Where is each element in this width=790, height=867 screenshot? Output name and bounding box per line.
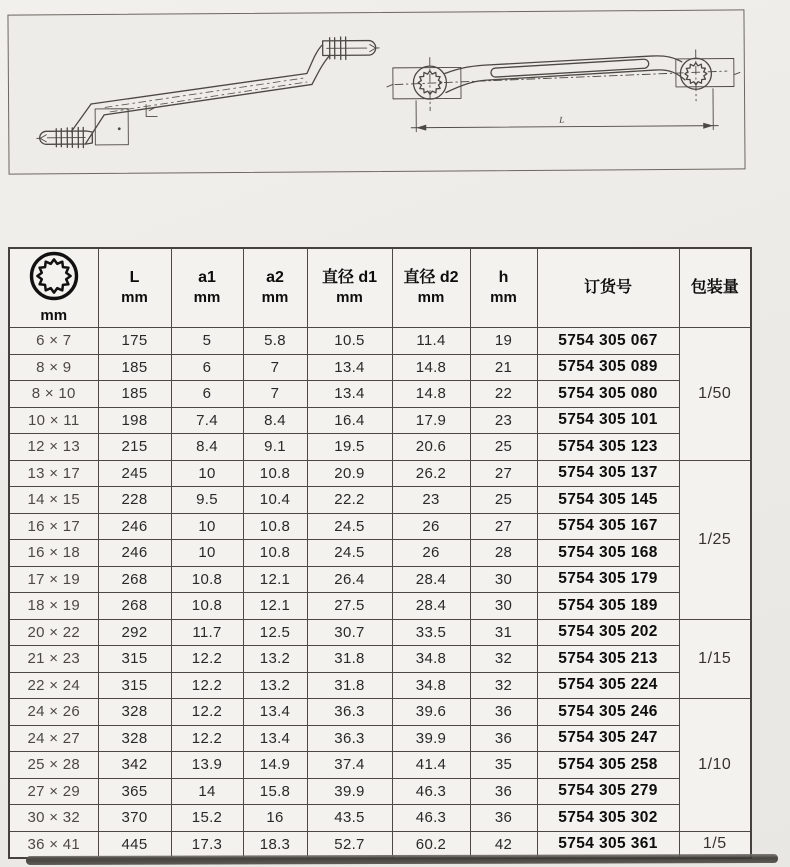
order-number-cell: 5754 305 224 [537, 672, 679, 699]
d2-cell: 26 [392, 540, 470, 567]
size-cell: 12 × 13 [9, 434, 98, 461]
size-cell: 22 × 24 [9, 672, 98, 699]
h-cell: 36 [470, 805, 537, 832]
a1-cell: 12.2 [171, 672, 243, 699]
d2-cell: 28.4 [392, 566, 470, 593]
a2-cell: 10.8 [243, 540, 307, 567]
a1-cell: 13.9 [171, 752, 243, 779]
length-cell: 215 [98, 434, 171, 461]
length-cell: 185 [98, 381, 171, 408]
d1-cell: 36.3 [307, 699, 392, 726]
size-cell: 6 × 7 [9, 328, 98, 355]
d1-cell: 30.7 [307, 619, 392, 646]
d2-cell: 46.3 [392, 778, 470, 805]
h-cell: 42 [470, 831, 537, 858]
col-header-pack-qty: 包装量 [679, 248, 751, 328]
length-cell: 246 [98, 540, 171, 567]
h-cell: 25 [470, 434, 537, 461]
length-cell: 198 [98, 407, 171, 434]
length-cell: 370 [98, 805, 171, 832]
a2-cell: 7 [243, 354, 307, 381]
h-cell: 36 [470, 778, 537, 805]
d1-cell: 39.9 [307, 778, 392, 805]
order-number-cell: 5754 305 123 [537, 434, 679, 461]
table-row [9, 381, 751, 408]
d1-cell: 19.5 [307, 434, 392, 461]
order-number-cell: 5754 305 137 [537, 460, 679, 487]
d2-cell: 17.9 [392, 407, 470, 434]
size-cell: 17 × 19 [9, 566, 98, 593]
a2-cell: 13.2 [243, 646, 307, 673]
table-row [9, 646, 751, 673]
d2-cell: 34.8 [392, 672, 470, 699]
size-cell: 27 × 29 [9, 778, 98, 805]
wrench-technical-drawing [8, 10, 744, 173]
length-cell: 292 [98, 619, 171, 646]
length-cell: 328 [98, 725, 171, 752]
order-number-cell: 5754 305 080 [537, 381, 679, 408]
a2-cell: 10.8 [243, 513, 307, 540]
length-cell: 175 [98, 328, 171, 355]
a2-cell: 9.1 [243, 434, 307, 461]
h-cell: 30 [470, 593, 537, 620]
d2-cell: 34.8 [392, 646, 470, 673]
table-row [9, 407, 751, 434]
a2-cell: 13.4 [243, 725, 307, 752]
table-row [9, 460, 751, 487]
d1-cell: 26.4 [307, 566, 392, 593]
length-cell: 342 [98, 752, 171, 779]
size-cell: 21 × 23 [9, 646, 98, 673]
ring-profile-icon [27, 250, 81, 304]
col-header-L: L mm [98, 248, 171, 328]
length-cell: 268 [98, 593, 171, 620]
order-number-cell: 5754 305 247 [537, 725, 679, 752]
order-number-cell: 5754 305 189 [537, 593, 679, 620]
pack-quantity-cell: 1/50 [679, 328, 751, 461]
d2-cell: 14.8 [392, 354, 470, 381]
size-cell: 18 × 19 [9, 593, 98, 620]
a2-cell: 5.8 [243, 328, 307, 355]
d2-cell: 33.5 [392, 619, 470, 646]
size-cell: 16 × 17 [9, 513, 98, 540]
length-cell: 246 [98, 513, 171, 540]
h-cell: 30 [470, 566, 537, 593]
offset-wrench-side-view [36, 37, 380, 148]
size-unit-label: mm [40, 307, 68, 325]
a1-cell: 12.2 [171, 725, 243, 752]
technical-drawing-panel [7, 9, 745, 174]
d1-cell: 24.5 [307, 540, 392, 567]
order-number-cell: 5754 305 246 [537, 699, 679, 726]
h-cell: 27 [470, 513, 537, 540]
d2-cell: 23 [392, 487, 470, 514]
table-row [9, 752, 751, 779]
size-cell: 25 × 28 [9, 752, 98, 779]
a2-cell: 7 [243, 381, 307, 408]
order-number-cell: 5754 305 302 [537, 805, 679, 832]
order-number-cell: 5754 305 279 [537, 778, 679, 805]
ring-wrench-top-view [387, 49, 741, 131]
a1-cell: 10 [171, 513, 243, 540]
size-cell: 24 × 26 [9, 699, 98, 726]
d1-cell: 31.8 [307, 646, 392, 673]
h-cell: 32 [470, 646, 537, 673]
a1-cell: 10.8 [171, 566, 243, 593]
h-cell: 22 [470, 381, 537, 408]
d2-cell: 28.4 [392, 593, 470, 620]
d1-cell: 13.4 [307, 354, 392, 381]
h-cell: 27 [470, 460, 537, 487]
a1-cell: 12.2 [171, 646, 243, 673]
length-cell: 328 [98, 699, 171, 726]
d2-cell: 39.6 [392, 699, 470, 726]
h-cell: 36 [470, 725, 537, 752]
length-cell: 365 [98, 778, 171, 805]
order-number-cell: 5754 305 067 [537, 328, 679, 355]
order-number-cell: 5754 305 145 [537, 487, 679, 514]
a2-cell: 16 [243, 805, 307, 832]
table-row [9, 699, 751, 726]
d1-cell: 36.3 [307, 725, 392, 752]
h-cell: 28 [470, 540, 537, 567]
col-header-d2: 直径 d2 mm [392, 248, 470, 328]
pack-quantity-cell: 1/15 [679, 619, 751, 699]
pack-quantity-cell: 1/5 [679, 831, 751, 858]
a2-cell: 10.8 [243, 460, 307, 487]
order-number-cell: 5754 305 258 [537, 752, 679, 779]
order-number-cell: 5754 305 089 [537, 354, 679, 381]
a2-cell: 12.5 [243, 619, 307, 646]
h-cell: 23 [470, 407, 537, 434]
a1-cell: 9.5 [171, 487, 243, 514]
col-header-a1: a1 mm [171, 248, 243, 328]
d1-cell: 10.5 [307, 328, 392, 355]
a1-cell: 14 [171, 778, 243, 805]
spec-table-body [9, 328, 751, 859]
size-cell: 20 × 22 [9, 619, 98, 646]
length-cell: 445 [98, 831, 171, 858]
spec-table-wrap [8, 247, 750, 859]
size-cell: 30 × 32 [9, 805, 98, 832]
table-row [9, 566, 751, 593]
a2-cell: 12.1 [243, 566, 307, 593]
d1-cell: 52.7 [307, 831, 392, 858]
size-cell: 13 × 17 [9, 460, 98, 487]
h-cell: 21 [470, 354, 537, 381]
table-row [9, 540, 751, 567]
table-row [9, 725, 751, 752]
size-cell: 16 × 18 [9, 540, 98, 567]
table-row [9, 487, 751, 514]
a1-cell: 7.4 [171, 407, 243, 434]
d2-cell: 46.3 [392, 805, 470, 832]
a1-cell: 6 [171, 354, 243, 381]
h-cell: 25 [470, 487, 537, 514]
d2-cell: 20.6 [392, 434, 470, 461]
size-cell: 8 × 10 [9, 381, 98, 408]
size-column-header [9, 248, 98, 328]
h-cell: 19 [470, 328, 537, 355]
a1-cell: 12.2 [171, 699, 243, 726]
h-cell: 32 [470, 672, 537, 699]
col-header-h: h mm [470, 248, 537, 328]
a1-cell: 5 [171, 328, 243, 355]
length-dimension-label: L [559, 114, 565, 125]
d1-cell: 24.5 [307, 513, 392, 540]
d1-cell: 31.8 [307, 672, 392, 699]
order-number-cell: 5754 305 168 [537, 540, 679, 567]
a1-cell: 10 [171, 460, 243, 487]
table-row [9, 593, 751, 620]
d2-cell: 14.8 [392, 381, 470, 408]
a2-cell: 18.3 [243, 831, 307, 858]
size-cell: 36 × 41 [9, 831, 98, 858]
order-number-cell: 5754 305 361 [537, 831, 679, 858]
h-cell: 31 [470, 619, 537, 646]
a1-cell: 15.2 [171, 805, 243, 832]
d2-cell: 26 [392, 513, 470, 540]
size-cell: 14 × 15 [9, 487, 98, 514]
order-number-cell: 5754 305 202 [537, 619, 679, 646]
size-cell: 24 × 27 [9, 725, 98, 752]
d1-cell: 13.4 [307, 381, 392, 408]
order-number-cell: 5754 305 179 [537, 566, 679, 593]
a2-cell: 15.8 [243, 778, 307, 805]
a1-cell: 10 [171, 540, 243, 567]
a1-cell: 17.3 [171, 831, 243, 858]
table-row [9, 354, 751, 381]
table-row [9, 328, 751, 355]
table-row [9, 778, 751, 805]
d1-cell: 37.4 [307, 752, 392, 779]
order-number-cell: 5754 305 167 [537, 513, 679, 540]
a2-cell: 10.4 [243, 487, 307, 514]
size-cell: 8 × 9 [9, 354, 98, 381]
h-cell: 36 [470, 699, 537, 726]
a2-cell: 12.1 [243, 593, 307, 620]
d1-cell: 27.5 [307, 593, 392, 620]
length-cell: 268 [98, 566, 171, 593]
a2-cell: 13.2 [243, 672, 307, 699]
order-number-cell: 5754 305 101 [537, 407, 679, 434]
length-cell: 228 [98, 487, 171, 514]
d1-cell: 43.5 [307, 805, 392, 832]
d1-cell: 20.9 [307, 460, 392, 487]
col-header-a2: a2 mm [243, 248, 307, 328]
d2-cell: 26.2 [392, 460, 470, 487]
pack-quantity-cell: 1/10 [679, 699, 751, 832]
table-row [9, 672, 751, 699]
d2-cell: 39.9 [392, 725, 470, 752]
col-header-order-no: 订货号 [537, 248, 679, 328]
table-row [9, 513, 751, 540]
a1-cell: 6 [171, 381, 243, 408]
a2-cell: 14.9 [243, 752, 307, 779]
table-row [9, 434, 751, 461]
table-row [9, 805, 751, 832]
d1-cell: 22.2 [307, 487, 392, 514]
length-cell: 315 [98, 672, 171, 699]
length-cell: 185 [98, 354, 171, 381]
a2-cell: 8.4 [243, 407, 307, 434]
spec-table [8, 247, 752, 859]
order-number-cell: 5754 305 213 [537, 646, 679, 673]
size-cell: 10 × 11 [9, 407, 98, 434]
d2-cell: 60.2 [392, 831, 470, 858]
pack-quantity-cell: 1/25 [679, 460, 751, 619]
table-row [9, 619, 751, 646]
length-cell: 245 [98, 460, 171, 487]
a2-cell: 13.4 [243, 699, 307, 726]
d2-cell: 11.4 [392, 328, 470, 355]
d1-cell: 16.4 [307, 407, 392, 434]
a1-cell: 10.8 [171, 593, 243, 620]
h-cell: 35 [470, 752, 537, 779]
photo-bottom-edge [26, 854, 778, 865]
a1-cell: 8.4 [171, 434, 243, 461]
d2-cell: 41.4 [392, 752, 470, 779]
header-row [9, 248, 751, 328]
length-cell: 315 [98, 646, 171, 673]
col-header-d1: 直径 d1 mm [307, 248, 392, 328]
a1-cell: 11.7 [171, 619, 243, 646]
